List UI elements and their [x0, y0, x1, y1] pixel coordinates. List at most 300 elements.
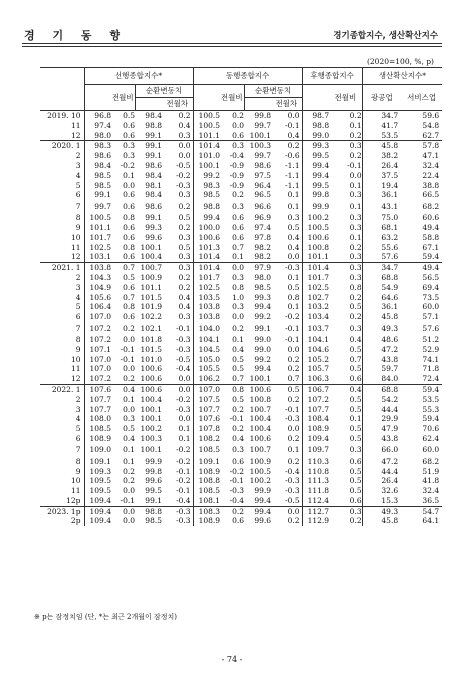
value-cell: 68.2 [422, 456, 440, 466]
value-cell: 72.4 [422, 374, 440, 384]
unit-label: (2020=100, %, p) [366, 57, 434, 66]
value-cell: 0.2 [287, 364, 300, 374]
value-cell: 0.2 [178, 111, 191, 120]
value-cell: 99.0 [302, 131, 329, 141]
table-row [40, 434, 442, 444]
value-cell: 104.3 [84, 273, 111, 283]
value-cell: 106.3 [302, 374, 329, 384]
coincident-index-header: 동행종합지수 [193, 68, 302, 85]
period-cell: 7 [75, 201, 81, 211]
value-cell: 49.3 [362, 506, 401, 516]
value-cell: -0.9 [229, 170, 245, 180]
period-cell: 4 [75, 414, 81, 424]
value-cell: 43.8 [362, 434, 401, 444]
value-cell: 105.7 [302, 364, 329, 374]
value-cell: 0.7 [287, 374, 300, 384]
value-cell: -0.3 [285, 486, 300, 496]
value-cell: 112.7 [302, 506, 329, 516]
value-cell: 100.5 [193, 121, 220, 131]
value-cell: 0.2 [232, 190, 245, 200]
value-cell: 0.1 [349, 414, 362, 424]
value-cell: 0.2 [232, 404, 245, 414]
value-cell: 0.6 [349, 495, 362, 505]
value-cell: 47.9 [362, 424, 401, 434]
value-cell: 102.5 [193, 283, 220, 293]
value-cell: -0.4 [176, 495, 191, 505]
value-cell: -0.1 [347, 160, 362, 170]
value-cell: 0.1 [287, 445, 300, 455]
value-cell: 0.2 [178, 201, 191, 211]
value-cell: 107.6 [193, 414, 220, 424]
value-cell: 100.1 [140, 242, 162, 252]
value-cell: 0.0 [123, 506, 135, 516]
value-cell: 101.0 [193, 151, 220, 161]
value-cell: 99.7 [254, 120, 272, 130]
value-cell: 100.6 [140, 384, 162, 394]
leading-cyclical-mom-header: 전월차 [162, 98, 193, 111]
value-cell: 99.2 [193, 171, 220, 181]
value-cell: 59.7 [362, 364, 401, 374]
value-cell: 98.5 [84, 181, 111, 191]
period-cell: 10 [70, 354, 81, 364]
value-cell: 0.0 [178, 141, 191, 151]
period-cell: 2 [75, 151, 81, 161]
period-cell: 2019. 10 [47, 111, 81, 120]
value-cell: -0.2 [176, 445, 191, 455]
value-cell: 0.8 [232, 384, 245, 394]
value-cell: 100.1 [193, 161, 220, 171]
value-cell: 15.3 [362, 496, 401, 506]
value-cell: 62.4 [422, 433, 440, 443]
value-cell: -0.2 [176, 170, 191, 180]
value-cell: 36.1 [362, 302, 401, 312]
value-cell: -0.1 [120, 495, 135, 505]
value-cell: 104.6 [302, 345, 329, 355]
value-cell: 0.0 [287, 111, 300, 120]
value-cell: 98.6 [254, 160, 272, 170]
value-cell: 47.2 [362, 345, 401, 355]
value-cell: 84.0 [362, 374, 401, 384]
value-cell: 74.1 [422, 354, 440, 364]
value-cell: 0.4 [232, 433, 245, 443]
value-cell: 101.4 [302, 263, 329, 273]
diffusion-index-header: 생산확산지수* [362, 68, 442, 85]
value-cell: 0.2 [349, 111, 362, 120]
value-cell: 98.4 [84, 161, 111, 171]
value-cell: 107.5 [193, 395, 220, 405]
value-cell: 37.5 [362, 171, 401, 181]
value-cell: 0.0 [232, 312, 245, 322]
value-cell: 99.8 [254, 111, 272, 120]
period-cell: 9 [75, 466, 81, 476]
value-cell: 98.4 [145, 170, 162, 180]
value-cell: 98.3 [193, 181, 220, 191]
value-cell: 103.5 [193, 293, 220, 303]
value-cell: -0.3 [176, 506, 191, 516]
table-row [40, 200, 442, 213]
value-cell: 69.4 [422, 282, 440, 292]
value-cell: 54.7 [422, 506, 440, 516]
table-row [40, 233, 442, 243]
table-row [40, 243, 442, 253]
value-cell: 0.0 [178, 384, 191, 394]
value-cell: 0.2 [349, 151, 362, 161]
value-cell: 43.1 [362, 200, 401, 213]
value-cell: 38.2 [362, 151, 401, 161]
value-cell: 0.6 [123, 190, 135, 200]
value-cell: 101.9 [140, 302, 162, 312]
value-cell: 57.8 [422, 141, 440, 151]
table-row [40, 252, 442, 262]
value-cell: 103.8 [84, 263, 111, 273]
leading-value-header [84, 85, 111, 98]
value-cell: 36.1 [362, 190, 401, 200]
value-cell: 109.7 [302, 444, 329, 457]
value-cell: 0.2 [287, 456, 300, 466]
value-cell: 109.3 [84, 467, 111, 477]
value-cell: -0.5 [285, 495, 300, 505]
value-cell: 0.6 [123, 130, 135, 140]
value-cell: 0.7 [123, 292, 135, 302]
value-cell: 0.6 [232, 232, 245, 242]
value-cell: 45.8 [362, 516, 401, 526]
value-cell: 99.1 [254, 323, 272, 333]
value-cell: 0.3 [178, 130, 191, 140]
value-cell: 99.2 [254, 312, 272, 322]
value-cell: 99.5 [145, 486, 162, 496]
value-cell: 64.1 [422, 516, 440, 526]
value-cell: 98.7 [302, 111, 329, 121]
value-cell: 0.4 [287, 232, 300, 242]
value-cell: 99.1 [84, 190, 111, 200]
value-cell: 98.8 [302, 121, 329, 131]
value-cell: 103.4 [302, 312, 329, 322]
period-cell: 12 [70, 252, 81, 262]
value-cell: 49.4 [422, 263, 440, 273]
value-cell: 99.4 [193, 213, 220, 223]
value-cell: 98.5 [193, 190, 220, 200]
value-cell: 0.5 [349, 302, 362, 312]
value-cell: 107.0 [193, 384, 220, 394]
value-cell: 104.1 [193, 335, 220, 345]
table-row [40, 141, 442, 151]
value-cell: 98.8 [145, 120, 162, 130]
value-cell: 109.0 [84, 444, 111, 457]
period-header [40, 68, 84, 85]
value-cell: 98.2 [254, 242, 272, 252]
value-cell: 99.1 [145, 130, 162, 140]
value-cell: -0.2 [120, 160, 135, 170]
header-rule [22, 43, 442, 44]
value-cell: 110.3 [302, 457, 329, 467]
value-cell: 108.5 [193, 444, 220, 457]
value-cell: 19.4 [362, 181, 401, 191]
value-cell: 0.2 [178, 282, 191, 292]
value-cell: 0.0 [287, 424, 300, 434]
value-cell: 57.6 [362, 252, 401, 262]
value-cell: 101.1 [302, 252, 329, 262]
value-cell: 34.7 [362, 263, 401, 273]
value-cell: 99.4 [254, 506, 272, 516]
value-cell: 0.3 [232, 445, 245, 455]
value-cell: 101.1 [84, 223, 111, 233]
value-cell: 58.8 [422, 232, 440, 242]
value-cell: 0.3 [178, 190, 191, 200]
value-cell: 0.0 [287, 252, 300, 262]
value-cell: 103.8 [193, 302, 220, 312]
period-cell: 7 [75, 323, 81, 333]
value-cell: 0.2 [232, 424, 245, 434]
table-row [40, 273, 442, 283]
value-cell: 64.6 [362, 293, 401, 303]
period-cell: 2021. 1 [51, 263, 81, 273]
period-cell: 11 [70, 364, 81, 374]
value-cell: 0.3 [349, 222, 362, 232]
period-cell: 12p [66, 495, 81, 505]
value-cell: 105.6 [84, 293, 111, 303]
value-cell: 99.3 [302, 141, 329, 151]
value-cell: 63.2 [362, 233, 401, 243]
value-cell: -0.3 [285, 414, 300, 424]
value-cell: 41.8 [422, 476, 440, 486]
value-cell: 112.4 [302, 496, 329, 506]
value-cell: 0.0 [287, 344, 300, 354]
value-cell: 109.5 [84, 486, 111, 496]
value-cell: 97.4 [84, 121, 111, 131]
value-cell: 0.8 [123, 213, 135, 223]
value-cell: 0.3 [349, 323, 362, 333]
period-header-spacer [40, 85, 84, 98]
value-cell: 0.3 [349, 252, 362, 262]
value-cell: -0.1 [285, 334, 300, 344]
value-cell: 106.2 [193, 374, 220, 384]
value-cell: 100.1 [249, 130, 272, 140]
value-cell: 0.5 [123, 424, 135, 434]
value-cell: 96.5 [254, 190, 272, 200]
table-row [40, 223, 442, 233]
coincident-cyclical-mom-header: 전월차 [271, 98, 302, 111]
value-cell: 0.1 [287, 190, 300, 200]
value-cell: 0.4 [178, 292, 191, 302]
value-cell: 108.9 [84, 434, 111, 444]
value-cell: 106.7 [302, 384, 329, 394]
value-cell: 0.8 [232, 282, 245, 292]
value-cell: 0.7 [232, 374, 245, 384]
period-cell: 12 [70, 374, 81, 384]
value-cell: 108.0 [84, 414, 111, 424]
value-cell: -0.2 [176, 476, 191, 486]
period-cell: 3 [75, 404, 81, 414]
value-cell: 102.5 [302, 283, 329, 293]
value-cell: 0.2 [287, 516, 300, 526]
value-cell: 32.4 [422, 486, 440, 496]
table-row [40, 121, 442, 131]
table-row [40, 322, 442, 335]
value-cell: 0.3 [349, 141, 362, 151]
value-cell: 108.9 [193, 467, 220, 477]
value-cell: 103.8 [193, 312, 220, 322]
period-header-bottom [40, 98, 84, 111]
value-cell: 0.5 [232, 354, 245, 364]
value-cell: 0.5 [349, 394, 362, 404]
value-cell: 0.6 [232, 456, 245, 466]
value-cell: 59.4 [422, 384, 440, 394]
value-cell: 68.2 [422, 201, 440, 211]
coincident-cyclical-value-header [244, 98, 271, 111]
value-cell: 98.5 [254, 282, 272, 292]
value-cell: 0.7 [123, 263, 135, 273]
value-cell: 0.5 [349, 364, 362, 374]
value-cell: 97.8 [254, 232, 272, 242]
value-cell: 0.0 [178, 414, 191, 424]
value-cell: 101.1 [193, 131, 220, 141]
value-cell: 108.5 [193, 486, 220, 496]
value-cell: 22.4 [422, 170, 440, 180]
value-cell: 99.9 [302, 200, 329, 213]
value-cell: 0.3 [232, 201, 245, 211]
table-row [40, 467, 442, 477]
value-cell: 100.6 [249, 384, 272, 394]
value-cell: 97.4 [254, 222, 272, 232]
value-cell: 0.6 [123, 120, 135, 130]
value-cell: 60.0 [422, 445, 440, 455]
value-cell: 100.8 [302, 243, 329, 253]
value-cell: 108.4 [302, 414, 329, 424]
table-row [40, 476, 442, 486]
value-cell: -0.5 [176, 354, 191, 364]
value-cell: 0.6 [232, 222, 245, 232]
value-cell: 100.4 [249, 414, 272, 424]
value-cell: 48.6 [362, 335, 401, 345]
value-cell: 101.5 [140, 344, 162, 354]
table-row [40, 161, 442, 171]
value-cell: 0.3 [349, 190, 362, 200]
value-cell: 0.4 [178, 120, 191, 130]
value-cell: 0.2 [232, 111, 245, 120]
value-cell: 60.0 [422, 302, 440, 312]
value-cell: 100.6 [140, 374, 162, 384]
table-row [40, 414, 442, 424]
value-cell: 100.2 [140, 424, 162, 434]
value-cell: 56.5 [422, 272, 440, 282]
value-cell: 0.5 [349, 344, 362, 354]
value-cell: 98.8 [193, 200, 220, 213]
value-cell: 108.3 [193, 506, 220, 516]
value-cell: 59.4 [422, 252, 440, 262]
value-cell: 100.2 [302, 213, 329, 223]
value-cell: -0.4 [229, 495, 245, 505]
coincident-value-header [193, 85, 220, 98]
value-cell: 0.5 [287, 222, 300, 232]
value-cell: -0.1 [229, 476, 245, 486]
period-cell: 5 [75, 424, 81, 434]
footnote: ※ p는 잠정치임 (단, *는 최근 2개월이 잠정치) [34, 613, 177, 621]
value-cell: 0.2 [232, 506, 245, 516]
value-cell: -0.9 [229, 160, 245, 170]
value-cell: 0.2 [287, 354, 300, 364]
value-cell: 0.1 [287, 201, 300, 211]
table-row [40, 355, 442, 365]
value-cell: 109.4 [84, 516, 111, 526]
table-row [40, 335, 442, 345]
value-cell: 49.4 [422, 222, 440, 232]
value-cell: 0.1 [232, 334, 245, 344]
value-cell: 54.2 [362, 395, 401, 405]
value-cell: 0.5 [178, 242, 191, 252]
value-cell: 0.5 [349, 433, 362, 443]
value-cell: -0.1 [285, 404, 300, 414]
value-cell: 0.0 [123, 334, 135, 344]
table-row [40, 151, 442, 161]
page-number: - 74 - [221, 655, 243, 664]
value-cell: 99.6 [254, 516, 272, 526]
value-cell: 66.0 [362, 444, 401, 457]
value-cell: -0.3 [229, 486, 245, 496]
value-cell: 107.0 [84, 312, 111, 322]
value-cell: 29.9 [362, 414, 401, 424]
period-cell: 2 [75, 272, 81, 282]
value-cell: 0.4 [178, 302, 191, 312]
value-cell: 100.5 [84, 213, 111, 223]
value-cell: 100.6 [140, 364, 162, 374]
value-cell: 0.3 [178, 252, 191, 262]
coincident-value-header-bottom [193, 98, 220, 111]
value-cell: 101.4 [193, 252, 220, 262]
value-cell: 0.6 [123, 282, 135, 292]
coincident-mom-header: 전월비 [220, 85, 244, 111]
value-cell: 103.7 [302, 322, 329, 335]
value-cell: 0.3 [287, 213, 300, 223]
value-cell: 106.4 [84, 302, 111, 312]
value-cell: 98.1 [145, 180, 162, 190]
value-cell: -0.2 [285, 312, 300, 322]
value-cell: 0.6 [232, 213, 245, 223]
value-cell: 0.8 [349, 282, 362, 292]
value-cell: 0.2 [349, 130, 362, 140]
value-cell: 32.4 [422, 160, 440, 170]
value-cell: -0.4 [229, 151, 245, 161]
table-row [40, 424, 442, 434]
value-cell: 0.1 [287, 272, 300, 282]
value-cell: 100.4 [140, 394, 162, 404]
value-cell: 0.6 [123, 232, 135, 242]
value-cell: 99.5 [302, 151, 329, 161]
leading-mom-header: 전월비 [111, 85, 135, 111]
value-cell: 100.9 [249, 456, 272, 466]
value-cell: -0.4 [285, 466, 300, 476]
value-cell: 99.2 [254, 354, 272, 364]
value-cell: 0.2 [123, 374, 135, 384]
value-cell: 0.1 [178, 424, 191, 434]
value-cell: -0.1 [120, 354, 135, 364]
value-cell: -0.9 [229, 180, 245, 190]
value-cell: 1.0 [232, 292, 245, 302]
value-cell: -1.1 [285, 170, 300, 180]
value-cell: 0.3 [232, 272, 245, 282]
value-cell: 99.9 [145, 456, 162, 466]
value-cell: 0.1 [349, 201, 362, 211]
value-cell: -0.6 [285, 151, 300, 161]
table-row [40, 181, 442, 191]
value-cell: 99.0 [254, 344, 272, 354]
value-cell: 96.8 [84, 111, 111, 121]
value-cell: 100.1 [249, 374, 272, 384]
value-cell: 103.2 [302, 302, 329, 312]
value-cell: 0.1 [287, 302, 300, 312]
leading-cyclical-value-header [135, 98, 162, 111]
value-cell: 98.6 [145, 160, 162, 170]
value-cell: 107.2 [84, 374, 111, 384]
